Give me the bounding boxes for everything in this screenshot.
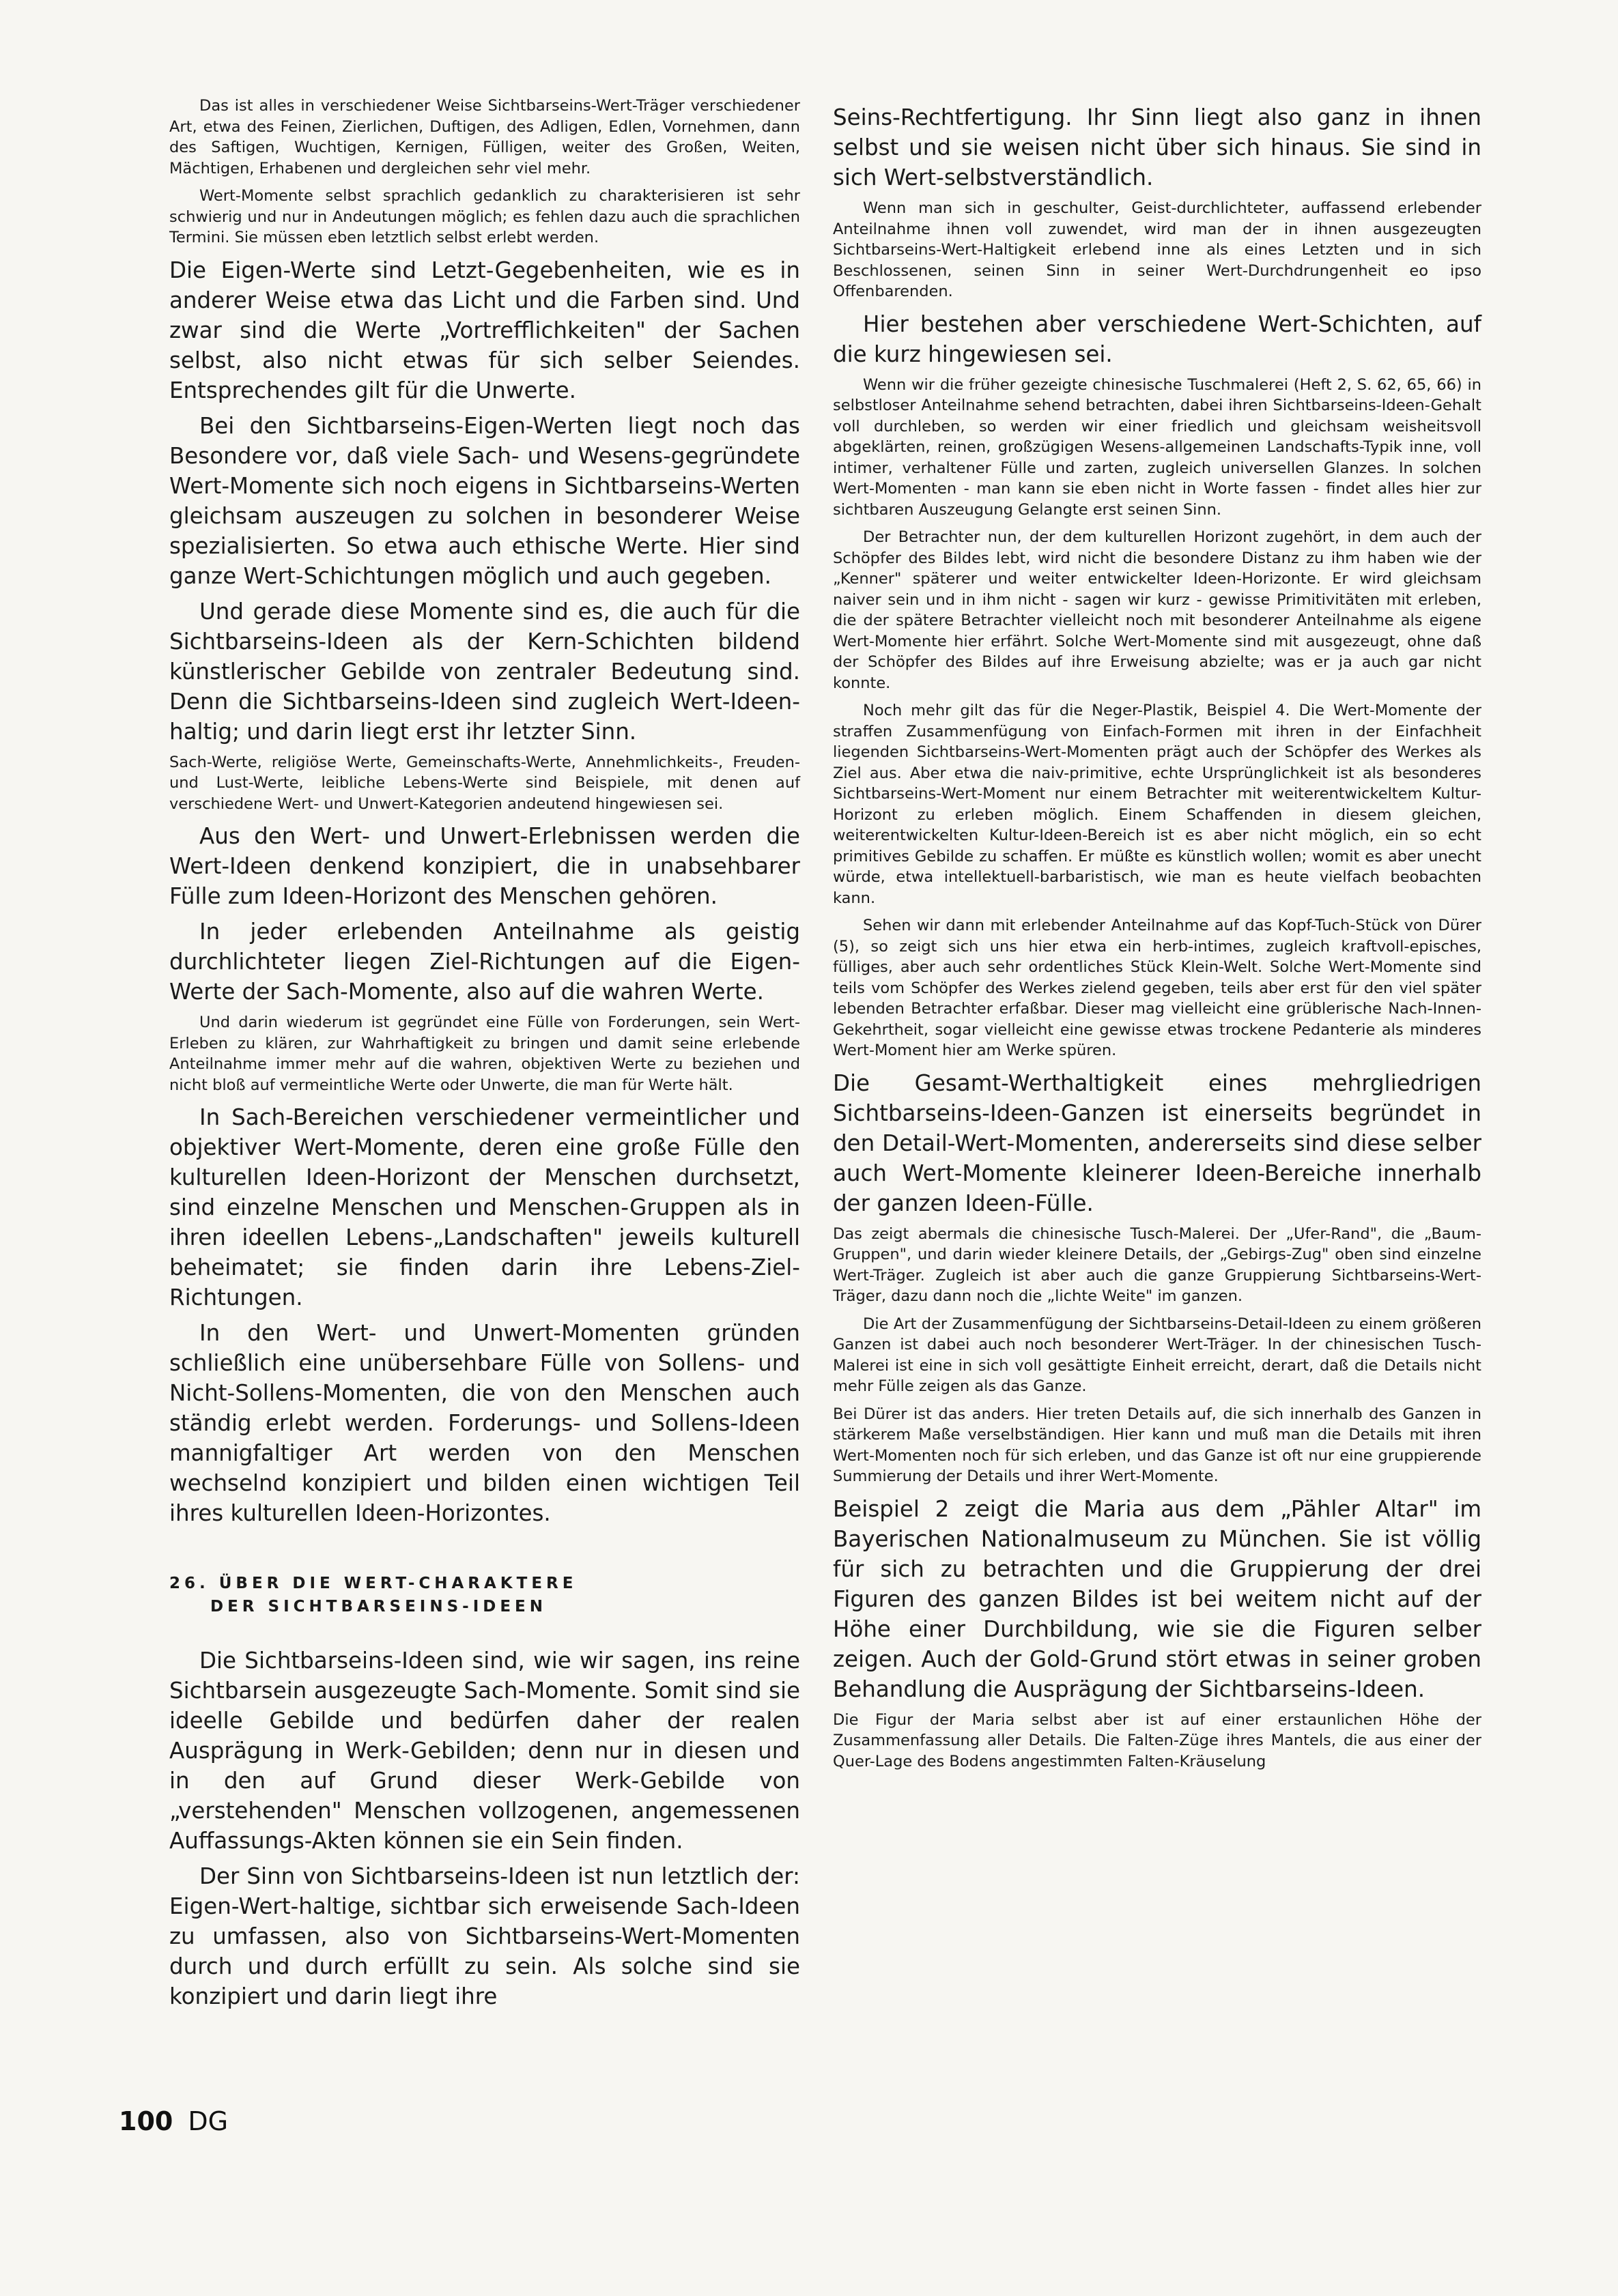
paragraph: Die Gesamt-Werthaltigkeit eines mehrgliedrigen Sichtbarseins-Ideen-Ganzen ist einerseits begründet in den Detail-Wert-Momenten, andererseits sind diese selber auch Wert-Momente kleinerer Ideen-Bereiche innerhalb der ganzen Ideen-Fülle. <box>833 1070 1481 1216</box>
paragraph: Wenn man sich in geschulter, Geist-durchlichteter, auffassend erlebender Anteilnahme ihnen voll zuwendet, wird man der in ihnen ausgezeugten Sichtbarseins-Wert-Haltigkeit erlebend inne als eines Letzten und in sich Beschlossenen, seinen Sinn in seiner Wert-Durchdrungenheit eo ipso Offenbarenden. <box>833 199 1481 300</box>
paragraph: Bei Dürer ist das anders. Hier treten Details auf, die sich innerhalb des Ganzen in stärkerem Maße verselbständigen. Hier kann und muß man die Details mit ihren Wert-Momenten noch für sich erleben, und das Ganze ist oft nur eine gruppierende Summierung der Details und ihrer Wert-Momente. <box>833 1405 1481 1485</box>
paragraph: Hier bestehen aber verschiedene Wert-Schichten, auf die kurz hingewiesen sei. <box>833 311 1481 367</box>
paragraph: Die Eigen-Werte sind Letzt-Gegebenheiten, wie es in anderer Weise etwa das Licht und die Farben sind. Und zwar sind die Werte „Vortrefflichkeiten" der Sachen selbst, also nicht etwas für sich selber Seiendes. Entsprechendes gilt für die Unwerte. <box>169 257 800 403</box>
paragraph: Sehen wir dann mit erlebender Anteilnahme auf das Kopf-Tuch-Stück von Dürer (5), so zeigt sich uns hier etwa ein herb-intimes, zugleich kraftvoll-episches, fülliges, aber auch sehr ordentliches Stück Klein-Welt. Solche Wert-Momente sind teils vom Schöpfer des Werkes zielend gegeben, teils aber erst für den viel später lebenden Betrachter erfaßbar. Dieser mag vielleicht eine grüblerische Nach-Innen-Gekehrtheit, sogar vielleicht eine gewisse etwas trockene Pedanterie als minderes Wert-Moment hier am Werke spüren. <box>833 917 1481 1059</box>
paragraph: Die Art der Zusammenfügung der Sichtbarseins-Detail-Ideen zu einem größeren Ganzen ist dabei auch noch besonderer Wert-Träger. In der chinesischen Tusch-Malerei ist eine in sich voll gesättigte Einheit erreicht, derart, daß die Details nicht mehr Fülle zeigen als das Ganze. <box>833 1315 1481 1395</box>
paragraph: Wenn wir die früher gezeigte chinesische Tuschmalerei (Heft 2, S. 62, 65, 66) in selbstloser Anteilnahme sehend betrachten, dabei ihren Sichtbarseins-Ideen-Gehalt voll durchleben, so werden wir einer friedlich und gleichsam weisheitsvoll abgeklärten, reinen, großzügigen Wesens-allgemeinen Landschafts-Typik inne, voll intimer, verhaltener Fülle und zarten, zugleich universellen Glanzes. In solchen Wert-Momenten - man kann sie eben nicht in Worte fassen - findet alles hier zur sichtbaren Auszeugung Gelangte erst seinen Sinn. <box>833 375 1481 519</box>
paragraph: Noch mehr gilt das für die Neger-Plastik, Beispiel 4. Die Wert-Momente der straffen Zusammenfügung von Einfach-Formen mit ihren in der Einfachheit liegenden Sichtbarseins-Wert-Momenten prägt auch der Schöpfer des Werkes als Ziel aus. Aber etwa die naiv-primitive, echte Ursprünglichkeit ist als besonderes Sichtbarseins-Wert-Moment nur einem Betrachter mit weiterentwickeltem Kultur-Horizont zu erleben möglich. Einem Schaffenden in diesem gleichen, weiterentwickelten Kultur-Ideen-Bereich ist es aber nicht möglich, ein so echt primitives Gebilde zu schaffen. Er müßte es künstlich wollen; womit es aber unecht würde, etwa intellektuell-barbaristisch, wie man es heute vielfach beobachten kann. <box>833 702 1481 907</box>
paragraph: Bei den Sichtbarseins-Eigen-Werten liegt noch das Besondere vor, daß viele Sach- und Wesens-gegründete Wert-Momente sich noch eigens in Sichtbarseins-Werten gleichsam auszeugen zu solchen in besonderer Weise spezialisierten. So etwa auch ethische Werte. Hier sind ganze Wert-Schichtungen möglich und auch gegeben. <box>169 412 800 589</box>
paragraph: In den Wert- und Unwert-Momenten gründen schließlich eine unübersehbare Fülle von Sollens- und Nicht-Sollens-Momenten, die von den Menschen auch ständig erlebt werden. Forderungs- und Sollens-Ideen mannigfaltiger Art werden von den Menschen wechselnd konzipiert und bilden einen wichtigen Teil ihres kulturellen Ideen-Horizontes. <box>169 1320 800 1526</box>
section-heading <box>169 1572 800 1618</box>
right-column <box>833 102 1481 1779</box>
paragraph: In jeder erlebenden Anteilnahme als geistig durchlichteter liegen Ziel-Richtungen auf die Eigen-Werte der Sach-Momente, also auf die wahren Werte. <box>169 919 800 1005</box>
section-heading-line-1: 26. ÜBER DIE WERT-CHARAKTERE <box>169 1575 578 1592</box>
paragraph: Seins-Rechtfertigung. Ihr Sinn liegt also ganz in ihnen selbst und sie weisen nicht über sich hinaus. Sie sind in sich Wert-selbstverständlich. <box>833 104 1481 190</box>
paragraph: Und gerade diese Momente sind es, die auch für die Sichtbarseins-Ideen als der Kern-Schichten bildend künstlerischer Gebilde von zentraler Bedeutung sind. Denn die Sichtbarseins-Ideen sind zugleich Wert-Ideen-haltig; und darin liegt erst ihr letzter Sinn. <box>169 598 800 745</box>
paragraph: Das ist alles in verschiedener Weise Sichtbarseins-Wert-Träger verschiedener Art, etwa des Feinen, Zierlichen, Duftigen, des Adligen, Edlen, Vornehmen, dann des Saftigen, Wuchtigen, Kernigen, Fülligen, weiter des Großen, Weiten, Mächtigen, Erhabenen und dergleichen sehr viel mehr. <box>169 97 800 177</box>
left-column <box>169 96 800 2017</box>
paragraph: In Sach-Bereichen verschiedener vermeintlicher und objektiver Wert-Momente, deren eine große Fülle den kulturellen Ideen-Horizont der Menschen durchsetzt, sind einzelne Menschen und Menschen-Gruppen als in ihren ideellen Lebens-„Landschaften" jeweils kulturell beheimatet; sie finden darin ihre Lebens-Ziel-Richtungen. <box>169 1104 800 1310</box>
paragraph: Die Sichtbarseins-Ideen sind, wie wir sagen, ins reine Sichtbarsein ausgezeugte Sach-Momente. Somit sind sie ideelle Gebilde und bedürfen daher der realen Ausprägung in Werk-Gebilden; denn nur in diesen und in den auf Grund dieser Werk-Gebilde von „verstehenden" Menschen vollzogenen, angemessenen Auffassungs-Akten können sie ein Sein finden. <box>169 1648 800 1854</box>
paragraph: Das zeigt abermals die chinesische Tusch-Malerei. Der „Ufer-Rand", die „Baum-Gruppen", und darin wieder kleinere Details, der „Gebirgs-Zug" oben sind einzelne Wert-Träger. Zugleich ist aber auch die ganze Gruppierung Sichtbarseins-Wert-Träger, dazu dann noch die „lichte Weite" im ganzen. <box>833 1224 1481 1305</box>
paragraph: Der Betrachter nun, der dem kulturellen Horizont zugehört, in dem auch der Schöpfer des Bildes lebt, wird nicht die besondere Distanz zu ihm haben wie der „Kenner" späterer und weiter entwickelter Ideen-Horizonte. Er wird gleichsam naiver sein und in ihm nicht - sagen wir kurz - gewisse Primitivitäten mit erleben, die der spätere Betrachter vielleicht noch mit besonderer Anteilnahme als eigene Wert-Momente hier erfährt. Solche Wert-Momente sind mit ausgezeugt, ohne daß der Schöpfer des Bildes auf ihre Erweisung abzielte; was er ja auch gar nicht konnte. <box>833 528 1481 692</box>
paragraph: Aus den Wert- und Unwert-Erlebnissen werden die Wert-Ideen denkend konzipiert, die in unabsehbarer Fülle zum Ideen-Horizont des Menschen gehören. <box>169 823 800 909</box>
page-number: 100 <box>119 2106 173 2136</box>
page-footer <box>119 2106 228 2136</box>
paragraph: Wert-Momente selbst sprachlich gedanklich zu charakterisieren ist sehr schwierig und nur in Andeutungen möglich; es fehlen dazu auch die sprachlichen Termini. Sie müssen eben letztlich selbst erlebt werden. <box>169 187 800 246</box>
paragraph: Sach-Werte, religiöse Werte, Gemeinschafts-Werte, Annehmlichkeits-, Freuden- und Lust-Werte, leibliche Lebens-Werte sind Beispiele, mit denen auf verschiedene Wert- und Unwert-Kategorien andeutend hingewiesen sei. <box>169 753 800 813</box>
paragraph: Die Figur der Maria selbst aber ist auf einer erstaunlichen Höhe der Zusammenfassung aller Details. Die Falten-Züge ihres Mantels, die aus einer der Quer-Lage des Bodens angestimmten Falten-Kräuselung <box>833 1710 1481 1770</box>
paragraph: Beispiel 2 zeigt die Maria aus dem „Pähler Altar" im Bayerischen Nationalmuseum zu München. Sie ist völlig für sich zu betrachten und die Gruppierung der drei Figuren des ganzen Bildes ist bei weitem nicht auf der Höhe einer Durchbildung, wie sie die Figuren selber zeigen. Auch der Gold-Grund stört etwas in seiner groben Behandlung die Ausprägung der Sichtbarseins-Ideen. <box>833 1495 1481 1702</box>
section-heading-line-2: DER SICHTBARSEINS-IDEEN <box>210 1598 548 1616</box>
paragraph: Und darin wiederum ist gegründet eine Fülle von Forderungen, sein Wert-Erleben zu klären, zur Wahrhaftigkeit zu bringen und damit seine erlebende Anteilnahme immer mehr auf die wahren, objektiven Werte zu beziehen und nicht bloß auf vermeintliche Werte oder Unwerte, die man für Werte hält. <box>169 1014 800 1094</box>
paragraph: Der Sinn von Sichtbarseins-Ideen ist nun letztlich der: Eigen-Wert-haltige, sichtbar sich erweisende Sach-Ideen zu umfassen, also von Sichtbarseins-Wert-Momenten durch und durch erfüllt zu sein. Als solche sind sie konzipiert und darin liegt ihre <box>169 1863 800 2009</box>
publication-abbreviation: DG <box>188 2106 229 2136</box>
